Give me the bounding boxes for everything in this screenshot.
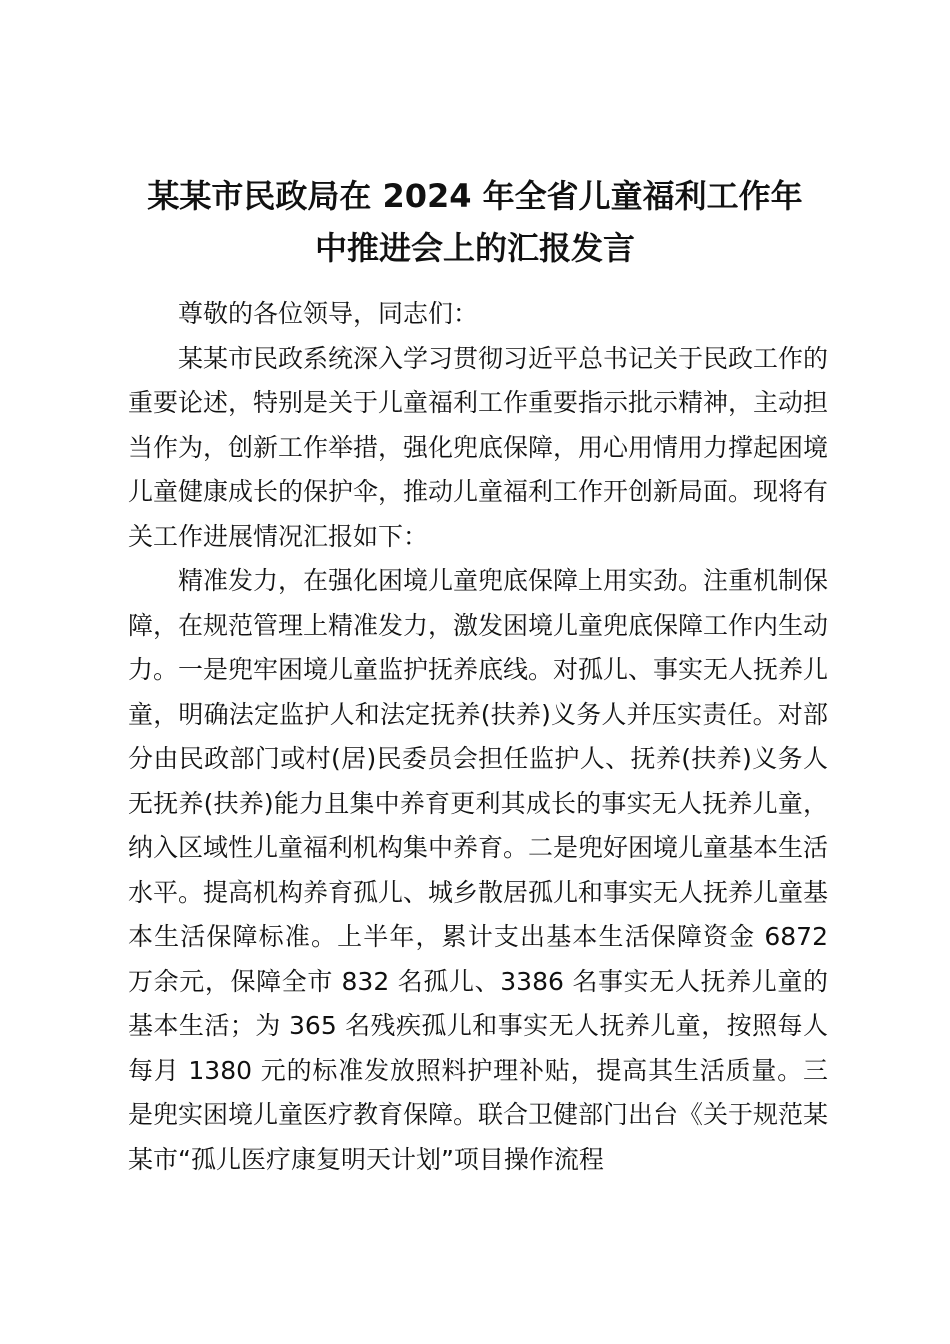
greeting: 尊敬的各位领导，同志们： [178,299,479,328]
document-body [128,292,828,1182]
title-line-2: 中推进会上的汇报发言 [314,229,635,267]
document-title [100,170,850,274]
paragraph-section-1: 精准发力，在强化困境儿童兜底保障上用实劲。注重机制保障，在规范管理上精准发力，激发困境儿童兜底保障工作内生动力。一是兜牢困境儿童监护抚养底线。对孤儿、事实无人抚养儿童，明确法定监护人和法定抚养(扶养)义务人并压实责任。对部分由民政部门或村(居)民委员会担任监护人、抚养(扶养)义务人无抚养(扶养)能力且集中养育更利其成长的事实无人抚养儿童，纳入区域性儿童福利机构集中养育。二是兜好困境儿童基本生活水平。提高机构养育孤儿、城乡散居孤儿和事实无人抚养儿童基本生活保障标准。上半年，累计支出基本生活保障资金 6872 万余元，保障全市 832 名孤儿、3386 名事实无人抚养儿童的基本生活；为 365 名残疾孤儿和事实无人抚养儿童，按照每人每月 1380 元的标准发放照料护理补贴，提高其生活质量。三是兜实困境儿童医疗教育保障。联合卫健部门出台《关于规范某某市“孤儿医疗康复明天计划”项目操作流程 [128,566,829,1174]
paragraph-intro: 某某市民政系统深入学习贯彻习近平总书记关于民政工作的重要论述，特别是关于儿童福利工作重要指示批示精神，主动担当作为，创新工作举措，强化兜底保障，用心用情用力撑起困境儿童健康成长的保护伞，推动儿童福利工作开创新局面。现将有关工作进展情况汇报如下： [128,343,829,551]
title-line-1: 某某市民政局在 2024 年全省儿童福利工作年 [147,177,803,215]
